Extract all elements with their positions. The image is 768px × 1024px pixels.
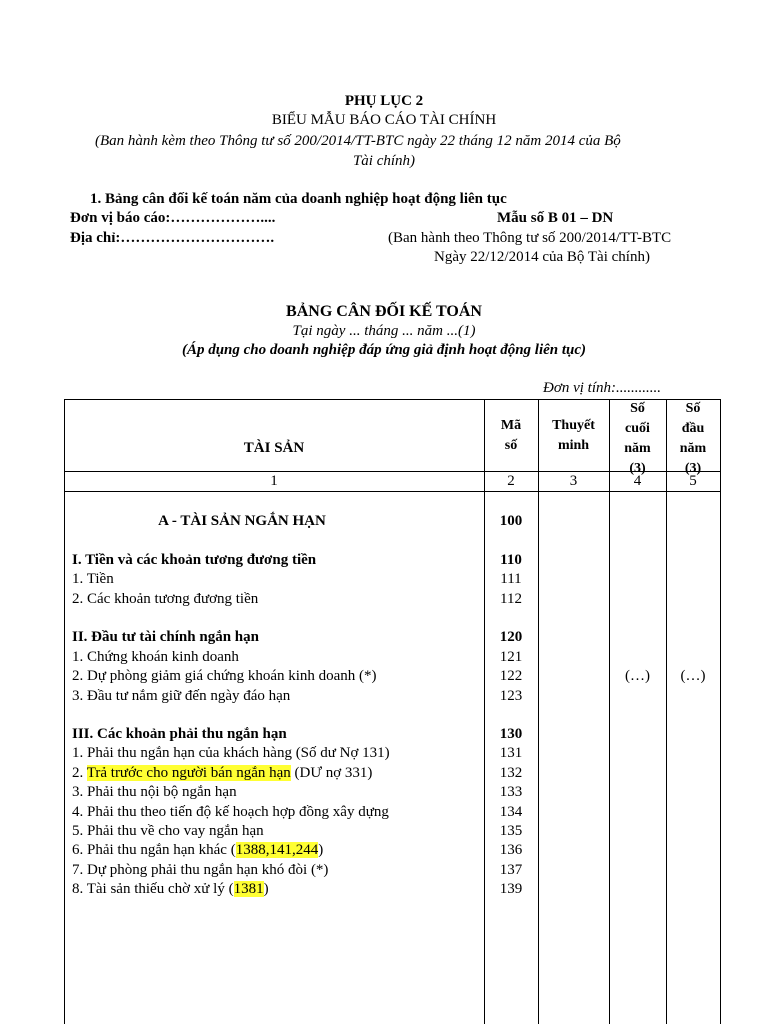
header-end-line4: (3) <box>629 461 646 476</box>
table-divider-2 <box>538 399 539 1024</box>
report-title: BẢNG CÂN ĐỐI KẾ TOÁN <box>286 303 482 320</box>
address-label: Địa chỉ:…………………………. <box>70 230 275 246</box>
header-code-line1: Mã <box>500 418 522 433</box>
form-note-line1: (Ban hành theo Thông tư số 200/2014/TT-BTC <box>388 230 672 246</box>
row-122-begin-value: (…) <box>680 668 706 684</box>
row-139-code: 139 <box>499 881 523 897</box>
row-134-label: 4. Phải thu theo tiến độ kế hoạch hợp đồng xây dựng <box>72 804 389 820</box>
section-a-label: A - TÀI SẢN NGẮN HẠN <box>158 513 326 529</box>
row-136-label <box>72 842 323 859</box>
section-a-code: 100 <box>499 513 523 529</box>
group-3-code: 130 <box>499 726 523 742</box>
header-end-of-year <box>609 399 666 479</box>
row-136-prefix: 6. Phải thu ngắn hạn khác ( <box>72 842 236 858</box>
appendix-title: PHỤ LỤC 2 <box>344 93 424 109</box>
header-note <box>538 416 609 456</box>
column-number-3: 3 <box>569 473 578 489</box>
row-131-label: 1. Phải thu ngắn hạn của khách hàng (Số dư Nợ 131) <box>72 745 390 761</box>
row-134-code: 134 <box>499 804 523 820</box>
group-1-label: I. Tiền và các khoản tương đương tiền <box>72 552 317 568</box>
header-note-line1: Thuyết <box>552 418 595 433</box>
row-135-code: 135 <box>499 823 523 839</box>
row-139-label <box>72 881 269 898</box>
row-111-label: 1. Tiền <box>72 571 114 587</box>
header-end-line2: cuối <box>625 421 650 436</box>
report-date-line: Tại ngày ... tháng ... năm ...(1) <box>292 323 476 339</box>
row-137-label: 7. Dự phòng phải thu ngắn hạn khó đòi (*) <box>72 862 329 878</box>
header-begin-line1: Số <box>685 401 701 416</box>
row-136-code: 136 <box>499 842 523 858</box>
issuance-note-line1: (Ban hành kèm theo Thông tư số 200/2014/TT-BTC ngày 22 tháng 12 năm 2014 của Bộ <box>95 133 621 149</box>
table-number-border <box>64 491 720 492</box>
group-2-code: 120 <box>499 629 523 645</box>
column-number-1: 1 <box>270 473 278 489</box>
currency-unit: Đơn vị tính:............ <box>543 380 661 396</box>
section-heading: 1. Bảng cân đối kế toán năm của doanh nghiệp hoạt động liên tục <box>90 191 507 207</box>
row-111-code: 111 <box>500 571 522 587</box>
table-divider-3 <box>609 399 610 1024</box>
header-end-line3: năm <box>624 441 651 456</box>
header-end-line1: Số <box>630 401 645 416</box>
header-beginning-of-year <box>666 399 720 479</box>
appendix-subtitle: BIỂU MẪU BÁO CÁO TÀI CHÍNH <box>271 112 497 128</box>
row-139-prefix: 8. Tài sản thiếu chờ xử lý ( <box>72 881 234 897</box>
row-132-suffix: (DƯ nợ 331) <box>290 765 373 781</box>
row-135-label: 5. Phải thu về cho vay ngắn hạn <box>72 823 264 839</box>
reporting-unit-label: Đơn vị báo cáo:……………….... <box>70 210 276 226</box>
row-132-label <box>72 765 372 782</box>
row-112-label: 2. Các khoản tương đương tiền <box>72 591 259 607</box>
row-122-end-value: (…) <box>625 668 650 684</box>
row-139-highlight: 1381 <box>233 881 264 897</box>
header-begin-line3: năm <box>679 441 707 456</box>
group-3-label: III. Các khoản phải thu ngắn hạn <box>72 726 287 742</box>
row-132-code: 132 <box>499 765 523 781</box>
form-note-line2: Ngày 22/12/2014 của Bộ Tài chính) <box>434 249 650 265</box>
column-number-5: 5 <box>689 473 697 489</box>
column-number-2: 2 <box>507 473 515 489</box>
group-2-label: II. Đầu tư tài chính ngắn hạn <box>72 629 259 645</box>
row-136-suffix: ) <box>318 842 324 858</box>
row-122-label: 2. Dự phòng giảm giá chứng khoán kinh doanh (*) <box>72 668 377 684</box>
header-begin-line2: đầu <box>681 421 705 436</box>
table-divider-1 <box>484 399 485 1024</box>
row-121-code: 121 <box>499 649 523 665</box>
row-123-code: 123 <box>499 688 523 704</box>
row-132-prefix: 2. <box>72 765 87 781</box>
issuance-note-line2: Tài chính) <box>352 153 416 169</box>
row-132-highlight: Trả trước cho người bán ngắn hạn <box>86 765 291 781</box>
row-131-code: 131 <box>499 745 523 761</box>
form-code: Mẫu số B 01 – DN <box>497 210 614 226</box>
row-123-label: 3. Đầu tư nắm giữ đến ngày đáo hạn <box>72 688 291 704</box>
header-code-line2: số <box>504 438 518 453</box>
column-number-4: 4 <box>633 473 642 489</box>
table-border-left <box>64 399 65 1024</box>
header-note-line2: minh <box>557 438 590 453</box>
row-136-highlight: 1388,141,244 <box>235 842 319 858</box>
header-code <box>484 416 538 456</box>
row-133-label: 3. Phải thu nội bộ ngắn hạn <box>72 784 237 800</box>
row-133-code: 133 <box>499 784 523 800</box>
report-apply-line: (Áp dụng cho doanh nghiệp đáp ứng giả định hoạt động liên tục) <box>181 342 587 358</box>
table-border-right <box>720 399 721 1024</box>
row-137-code: 137 <box>499 862 523 878</box>
header-asset: TÀI SẢN <box>243 440 305 456</box>
group-1-code: 110 <box>500 552 522 568</box>
table-divider-4 <box>666 399 667 1024</box>
row-112-code: 112 <box>500 591 522 607</box>
header-begin-line4: (3) <box>684 461 702 476</box>
row-122-code: 122 <box>499 668 523 684</box>
row-121-label: 1. Chứng khoán kinh doanh <box>72 649 239 665</box>
row-139-suffix: ) <box>263 881 269 897</box>
